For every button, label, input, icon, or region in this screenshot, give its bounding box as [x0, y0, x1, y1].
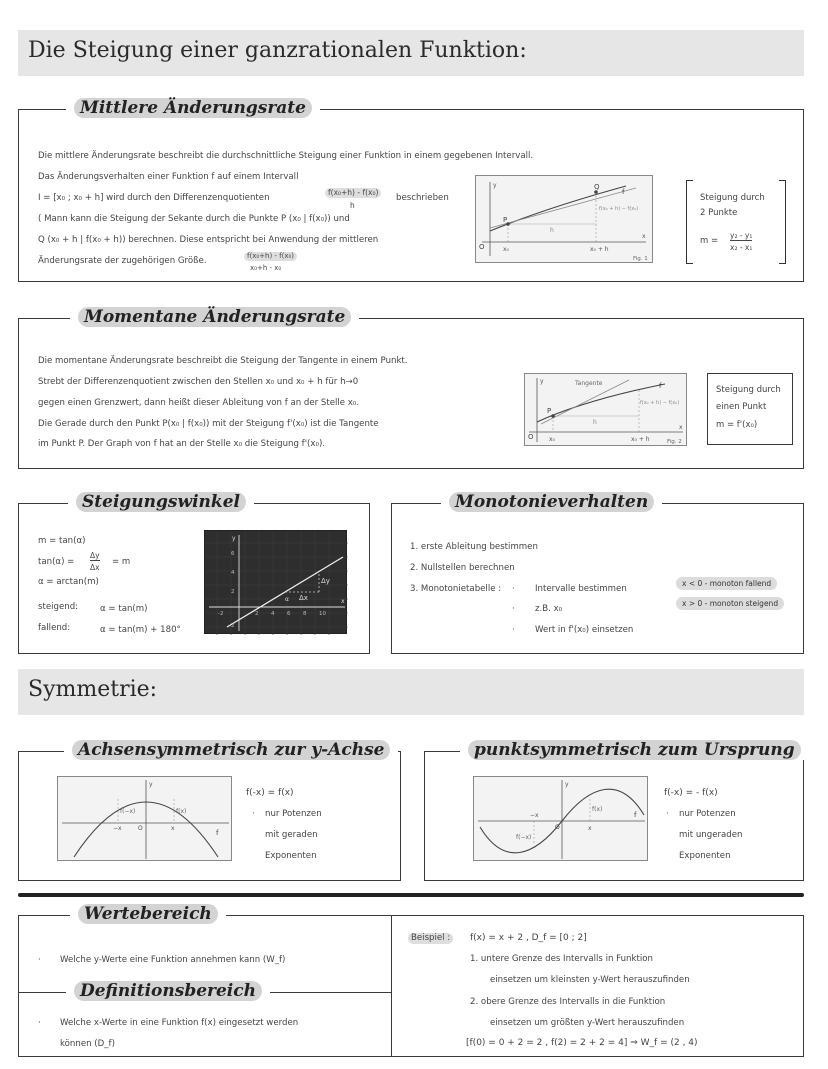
momentane-line-2: Strebt der Differenzenquotient zwischen den Stellen x₀ und x₀ + h für h→0 — [38, 377, 359, 387]
monotonie-step-3: 3. Monotonietabelle : — [410, 584, 502, 594]
beispiel-line-1: f(x) = x + 2 , D_f = [0 ; 2] — [470, 933, 587, 943]
winkel-tick-x6: 6 — [287, 611, 291, 617]
fig1-p: P — [503, 216, 508, 224]
fig1-origin: O — [479, 243, 485, 251]
winkel-steigend-value: α = tan(m) — [100, 604, 148, 614]
winkel-fallend-label: fallend: — [38, 623, 71, 633]
punkt-fig-mx: −x — [530, 812, 539, 819]
section-header-symmetrie — [18, 669, 804, 715]
werte-bullet: · — [38, 955, 41, 965]
winkel-fig-alpha: α — [285, 596, 289, 603]
achsen-fig-mx: −x — [113, 825, 122, 832]
winkel-tick-y6: 6 — [231, 551, 235, 557]
achsen-fig-origin: O — [138, 825, 143, 832]
mittlere-line-5: Q (x₀ + h | f(x₀ + h)) berechnen. Diese entspricht bei Anwendung der mittleren — [38, 235, 379, 245]
side-mittlere-l1: Steigung durch — [700, 193, 765, 203]
monotonie-sub-2-bullet: · — [512, 604, 515, 614]
mittlere-beschrieben: beschrieben — [396, 193, 449, 203]
winkel-fig-dy: Δy — [321, 577, 330, 585]
winkel-fallend-value: α = tan(m) + 180° — [100, 625, 181, 635]
fig1-diff: f(x₀ + h) − f(x₀) — [599, 206, 639, 212]
fig2-diff: f(x₀ + h) − f(x₀) — [640, 400, 680, 406]
punkt-line-3: mit ungeraden — [679, 830, 743, 840]
achsen-bullet: · — [252, 809, 255, 819]
side-mittlere-l2: 2 Punkte — [700, 208, 738, 218]
winkel-eq-m: = m — [112, 557, 131, 567]
punkt-fig-y: y — [565, 781, 569, 788]
beispiel-line-2: 1. untere Grenze des Intervalls in Funktion — [470, 954, 653, 964]
achsen-fig-fx: f(x) — [176, 808, 187, 815]
achsen-line-2: nur Potenzen — [265, 809, 322, 819]
beispiel-line-6: [f(0) = 0 + 2 = 2 , f(2) = 2 + 2 = 4] ⇒ W_f = (2 , 4) — [466, 1038, 698, 1048]
fig2-h: h — [593, 419, 597, 426]
achsen-fig-fmx: f(−x) — [120, 808, 136, 815]
achsen-fig-f: f — [216, 829, 219, 837]
figure-2-tangente — [524, 373, 687, 446]
winkel-line-1: m = tan(α) — [38, 536, 86, 546]
winkel-tick-ym2: -2 — [229, 623, 235, 629]
momentane-line-1: Die momentane Änderungsrate beschreibt die Steigung der Tangente in einem Punkt. — [38, 356, 408, 366]
aenderungsrate-num: f(x₀+h) - f(x₀) — [244, 252, 297, 261]
fig1-h: h — [550, 227, 554, 234]
punkt-bullet: · — [666, 809, 669, 819]
side-momentane-m: m = f'(x₀) — [716, 420, 758, 430]
monotonie-step-1: 1. erste Ableitung bestimmen — [410, 542, 538, 552]
diffquot-den: h — [350, 201, 355, 210]
figure-steigungswinkel — [204, 530, 347, 634]
bracket-left — [686, 180, 693, 264]
monotonie-sub-3-bullet: · — [512, 625, 515, 635]
achsen-line-3: mit geraden — [265, 830, 318, 840]
momentane-line-4: Die Gerade durch den Punkt P(x₀ | f(x₀)) mit der Steigung f'(x₀) ist die Tangente — [38, 419, 379, 429]
monoton-steigend-pill: x > 0 - monoton steigend — [676, 597, 784, 610]
mittlere-line-1: Die mittlere Änderungsrate beschreibt die durchschnittliche Steigung einer Funktion in einem gegebenen Intervall. — [38, 151, 534, 161]
punkt-fig-fmx: f(−x) — [516, 834, 532, 841]
achsensymmetrisch-title: Achsensymmetrisch zur y-Achse — [64, 740, 398, 760]
fig2-f: f — [659, 382, 662, 390]
winkel-fig-x: x — [341, 598, 345, 605]
winkel-line-2: tan(α) = — [38, 557, 75, 567]
fig2-origin: O — [528, 433, 534, 441]
defi-line-1: Welche x-Werte in eine Funktion f(x) eingesetzt werden — [60, 1018, 299, 1028]
monotonie-sub-2: z.B. x₀ — [535, 604, 563, 614]
aenderungsrate-den: x₀+h - x₀ — [250, 264, 282, 272]
winkel-tick-x2: 2 — [255, 611, 259, 617]
figure-punktsymmetrie — [473, 776, 648, 861]
diffquot-num: f(x₀+h) - f(x₀) — [325, 188, 381, 198]
monotonie-sub-1: Intervalle bestimmen — [535, 584, 627, 594]
fig1-y-axis: y — [493, 182, 497, 189]
fig1-x0h: x₀ + h — [590, 246, 609, 253]
winkel-tick-xm2: -2 — [218, 611, 224, 617]
side-mittlere-m: m = — [700, 236, 719, 246]
fig2-x-axis: x — [679, 424, 683, 431]
winkel-steigend-label: steigend: — [38, 602, 79, 612]
defi-line-2: können (D_f) — [60, 1039, 115, 1049]
steigungswinkel-title: Steigungswinkel — [68, 492, 254, 512]
fig1-x0: x₀ — [503, 246, 509, 253]
momentane-line-3: gegen einen Grenzwert, dann heißt dieser Ableitung von f an der Stelle x₀. — [38, 398, 360, 408]
punkt-fig-x: x — [588, 825, 592, 832]
punkt-line-4: Exponenten — [679, 851, 731, 861]
punkt-fig-fx: f(x) — [592, 806, 603, 813]
side-mittlere-num: y₂ - y₁ — [730, 231, 753, 240]
definitionsbereich-title: Definitionsbereich — [66, 981, 270, 1001]
punktsymmetrisch-title: punktsymmetrisch zum Ursprung — [460, 740, 809, 760]
winkel-tick-y2: 2 — [231, 589, 235, 595]
beispiel-line-3: einsetzen um kleinsten y-Wert herauszufinden — [490, 975, 690, 985]
werte-line: Welche y-Werte eine Funktion annehmen kann (W_f) — [60, 955, 286, 965]
punkt-fig-f: f — [634, 811, 637, 819]
fig1-f: f — [622, 188, 625, 196]
monoton-fallend-pill: x < 0 - monoton fallend — [676, 577, 777, 590]
achsen-fig-x: x — [171, 825, 175, 832]
beispiel-line-4: 2. obere Grenze des Intervalls in die Funktion — [470, 997, 666, 1007]
winkel-fig-dx: Δx — [299, 594, 308, 602]
fig2-caption: Fig. 2 — [667, 439, 682, 445]
fig2-x0h: x₀ + h — [631, 436, 650, 443]
wertebereich-title: Wertebereich — [70, 904, 226, 924]
bracket-right — [779, 180, 786, 264]
winkel-dx: Δx — [90, 563, 100, 572]
monotonie-sub-1-bullet: · — [512, 584, 515, 594]
figure-1-sekante — [475, 175, 653, 263]
defi-bullet: · — [38, 1018, 41, 1028]
winkel-fig-y: y — [232, 535, 236, 542]
mittlere-line-2: Das Änderungsverhalten einer Funktion f auf einem Intervall — [38, 172, 299, 182]
fig2-p: P — [547, 407, 552, 415]
punkt-line-2: nur Potenzen — [679, 809, 736, 819]
section-header-text: Die Steigung einer ganzrationalen Funktion: — [28, 38, 527, 63]
fig2-tangente: Tangente — [575, 380, 603, 387]
mittlere-line-6: Änderungsrate der zugehörigen Größe. — [38, 256, 207, 266]
winkel-line-3: α = arctan(m) — [38, 577, 99, 587]
achsen-formel: f(-x) = f(x) — [246, 788, 294, 798]
side-momentane-l2: einen Punkt — [716, 402, 767, 412]
momentane-line-5: im Punkt P. Der Graph von f hat an der Stelle x₀ die Steigung f'(x₀). — [38, 439, 326, 449]
winkel-tick-x4: 4 — [271, 611, 275, 617]
beispiel-line-5: einsetzen um größten y-Wert herauszufinden — [490, 1018, 685, 1028]
monotonie-title: Monotonieverhalten — [441, 492, 662, 512]
side-mittlere-den: x₂ - x₁ — [730, 243, 753, 252]
monotonie-step-2: 2. Nullstellen berechnen — [410, 563, 515, 573]
figure-achsensymmetrie — [57, 776, 232, 861]
beispiel-label: Beispiel : — [408, 933, 453, 944]
achsen-line-4: Exponenten — [265, 851, 317, 861]
section-header-text: Symmetrie: — [28, 677, 158, 702]
winkel-tick-y4: 4 — [231, 570, 235, 576]
winkel-tick-x8: 8 — [303, 611, 307, 617]
mittlere-title: Mittlere Änderungsrate — [66, 98, 320, 118]
section-header-steigung — [18, 30, 804, 76]
achsen-fig-y: y — [149, 781, 153, 788]
winkel-dy: Δy — [90, 551, 100, 560]
momentane-title: Momentane Änderungsrate — [70, 307, 359, 327]
winkel-tick-x10: 10 — [319, 611, 326, 617]
fig2-x0: x₀ — [549, 436, 555, 443]
bereich-divider-vertical — [391, 915, 392, 1057]
mittlere-line-3: I = [x₀ ; x₀ + h] wird durch den Differenzenquotienten — [38, 193, 270, 203]
side-momentane-l1: Steigung durch — [716, 385, 781, 395]
fig2-y-axis: y — [540, 378, 544, 385]
fig1-x-axis: x — [642, 233, 646, 240]
punkt-formel: f(-x) = - f(x) — [664, 788, 718, 798]
fig1-q: Q — [594, 183, 600, 191]
fig1-caption: Fig. 1 — [633, 256, 648, 262]
mittlere-line-4: ( Mann kann die Steigung der Sekante durch die Punkte P (x₀ | f(x₀)) und — [38, 214, 350, 224]
monotonie-sub-3: Wert in f'(x₀) einsetzen — [535, 625, 634, 635]
section-separator — [18, 893, 804, 897]
punkt-fig-origin: O — [555, 824, 560, 831]
